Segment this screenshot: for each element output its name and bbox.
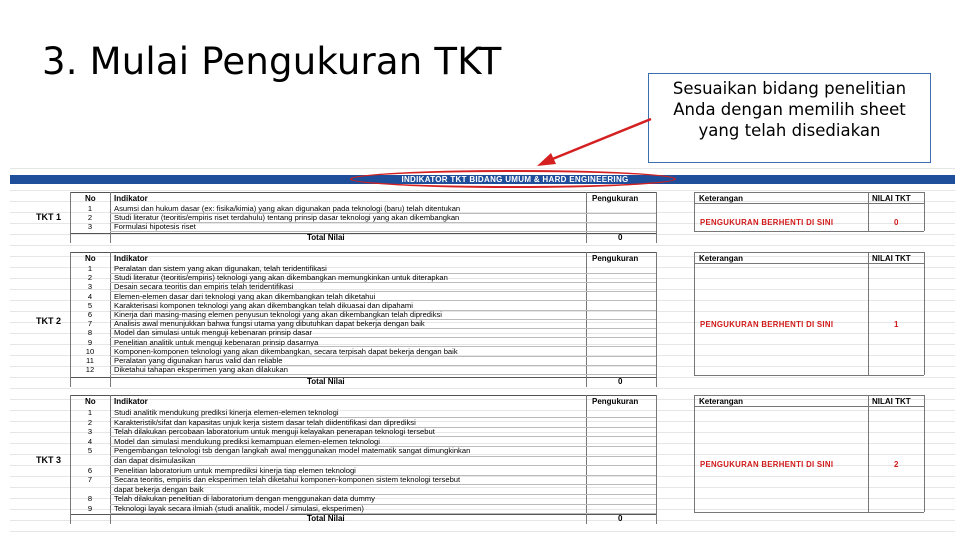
indicator-number: 1	[87, 204, 93, 213]
table-border	[70, 514, 656, 515]
indicator-number: 3	[87, 222, 93, 231]
pengukuran-cell-divider[interactable]	[586, 356, 656, 357]
indicator-text: Karakterisasi komponen teknologi yang akan dikembangkan telah dikuasai dan dipahami	[114, 300, 413, 310]
indicator-number: 4	[87, 436, 93, 446]
tkt-level-label: TKT 1	[36, 212, 62, 222]
indicator-row	[72, 356, 586, 365]
sheet-gridline	[10, 245, 955, 246]
result-panel-border	[694, 203, 924, 204]
pengukuran-cell-divider[interactable]	[586, 328, 656, 329]
result-panel-border	[694, 512, 924, 513]
page-title: 3. Mulai Pengukuran TKT	[42, 40, 502, 83]
pengukuran-cell-divider[interactable]	[586, 346, 656, 347]
column-header-keterangan: Keterangan	[699, 397, 744, 406]
indicator-row	[72, 273, 586, 282]
column-header-indikator: Indikator	[114, 254, 148, 263]
row-divider	[110, 374, 586, 375]
indicator-row	[72, 504, 586, 513]
indicator-number: 10	[85, 346, 95, 356]
indicator-number: 5	[87, 300, 93, 310]
table-border	[70, 395, 656, 396]
result-panel-border	[694, 375, 924, 376]
total-nilai-label: Total Nilai	[307, 233, 345, 242]
total-nilai-value: 0	[618, 377, 623, 386]
tkt-level-label: TKT 3	[36, 455, 62, 465]
status-text: PENGUKURAN BERHENTI DI SINI	[700, 320, 834, 329]
indicator-text: Secara teoritis, empiris dan eksperimen telah diketahui komponen-komponen sistem teknologi tersebut	[114, 475, 461, 485]
highlight-ellipse	[350, 170, 676, 188]
pengukuran-cell-divider[interactable]	[586, 337, 656, 338]
callout-line: yang telah disediakan	[698, 121, 881, 140]
indicator-text: Asumsi dan hukum dasar (ex: fisika/kimia) yang akan digunakan pada teknologi (baru) telah ditentukan	[114, 204, 461, 213]
indicator-row	[72, 319, 586, 328]
indicator-text: dan dapat disimulasikan	[114, 456, 196, 465]
indicator-number: 9	[87, 504, 93, 513]
pengukuran-cell-divider[interactable]	[586, 504, 656, 505]
pengukuran-cell-divider[interactable]	[586, 417, 656, 418]
result-panel-border	[694, 395, 924, 396]
indicator-row	[72, 437, 586, 446]
pengukuran-cell-divider[interactable]	[586, 365, 656, 366]
sheet-gridline	[10, 201, 955, 202]
row-divider	[110, 231, 586, 232]
callout-box	[648, 73, 931, 163]
pengukuran-cell-divider[interactable]	[586, 456, 656, 457]
pengukuran-cell-divider[interactable]	[586, 319, 656, 320]
column-header-no: No	[85, 194, 96, 203]
pengukuran-cell-divider[interactable]	[586, 273, 656, 274]
sheet-gridline	[10, 520, 955, 521]
indicator-row	[72, 408, 586, 417]
sheet-gridline	[10, 531, 955, 532]
indicator-text: Studi analitik mendukung prediksi kinerja elemen-elemen teknologi	[114, 408, 339, 417]
indicator-text: Teknologi layak secara ilmiah (studi analitik, model / simulasi, eksperimen)	[114, 504, 364, 513]
indicator-number: 2	[87, 273, 93, 283]
indicator-text: Pengembangan teknologi tsb dengan langkah awal menggunakan model matematik sangat dimungkinkan	[114, 446, 471, 456]
result-panel-divider	[868, 252, 869, 375]
indicator-text: Telah dilakukan penelitian di laboratorium dengan menggunakan data dummy	[114, 494, 375, 504]
indicator-number: 1	[87, 408, 93, 417]
pengukuran-cell-divider[interactable]	[586, 494, 656, 495]
indicator-text: dapat bekerja dengan baik	[114, 484, 204, 494]
indicator-number: 2	[87, 213, 93, 222]
table-column-divider	[656, 252, 657, 387]
indicator-row	[72, 427, 586, 436]
indicator-row	[72, 365, 586, 374]
result-panel-border	[694, 252, 924, 253]
callout-line: Anda dengan memilih sheet	[673, 100, 906, 119]
pengukuran-cell-divider[interactable]	[586, 446, 656, 447]
indicator-row	[72, 466, 586, 475]
table-column-divider	[70, 395, 71, 524]
total-nilai-value: 0	[618, 514, 623, 523]
indicator-text: Studi literatur (teoritis/empiris riset terdahulu) tentang prinsip dasar teknologi yang akan dikembangkan	[114, 213, 460, 222]
result-panel-border	[694, 231, 924, 232]
indicator-text: Penelitian analitik untuk menguji kebenaran prinsip dasarnya	[114, 337, 319, 347]
pengukuran-cell-divider[interactable]	[586, 484, 656, 485]
pengukuran-cell-divider[interactable]	[586, 427, 656, 428]
pengukuran-cell-divider[interactable]	[586, 291, 656, 292]
column-header-indikator: Indikator	[114, 397, 148, 406]
column-header-keterangan: Keterangan	[699, 254, 744, 263]
pengukuran-cell-divider[interactable]	[586, 282, 656, 283]
indicator-number: 11	[86, 356, 94, 365]
indicator-row	[72, 446, 586, 455]
status-text: PENGUKURAN BERHENTI DI SINI	[700, 218, 834, 227]
indicator-text: Diketahui tahapan eksperimen yang akan dilakukan	[114, 365, 288, 375]
indicator-text: Model dan simulasi mendukung prediksi kemampuan elemen-elemen teknologi	[114, 436, 380, 446]
pengukuran-cell-divider[interactable]	[586, 475, 656, 476]
column-header-nilai: NILAI TKT	[872, 194, 911, 203]
indicator-number: 2	[87, 417, 93, 427]
sheet-gridline	[10, 168, 955, 169]
pengukuran-cell-divider[interactable]	[586, 222, 656, 223]
indicator-number: 12	[85, 365, 95, 375]
indicator-row	[72, 338, 586, 347]
indicator-row	[72, 494, 586, 503]
indicator-number: 6	[87, 465, 93, 475]
indicator-row	[72, 485, 586, 494]
total-nilai-value: 0	[618, 233, 623, 242]
status-text: PENGUKURAN BERHENTI DI SINI	[700, 460, 834, 469]
column-header-nilai: NILAI TKT	[872, 254, 911, 263]
indicator-number: 9	[87, 337, 93, 347]
indicator-text: Desain secara teoritis dan empiris telah teridentifikasi	[114, 282, 294, 292]
pengukuran-cell-divider[interactable]	[586, 231, 656, 232]
column-header-pengukuran: Pengukuran	[592, 254, 639, 263]
indicator-number: 8	[87, 328, 93, 338]
result-panel-divider	[924, 192, 925, 231]
indicator-text: Karakteristik/sifat dan kapasitas unjuk kerja sistem dasar telah diidentifikasi dan diprediksi	[114, 417, 416, 427]
sheet-gridline	[10, 388, 955, 389]
sheet-header-title: INDIKATOR TKT BIDANG UMUM & HARD ENGINEERING	[401, 175, 629, 184]
result-panel-border	[694, 263, 924, 264]
indicator-number: 3	[87, 282, 93, 292]
indicator-row	[72, 456, 586, 465]
indicator-number: 5	[87, 446, 93, 456]
result-panel-divider	[924, 252, 925, 375]
indicator-text: Peralatan yang digunakan harus valid dan reliable	[114, 356, 283, 365]
indicator-row	[72, 418, 586, 427]
table-column-divider	[70, 192, 71, 243]
table-border	[70, 192, 656, 193]
result-panel-border	[694, 406, 924, 407]
indicator-row	[72, 292, 586, 301]
indicator-text: Penelitian laboratorium untuk memprediksi kinerja tiap elemen teknologi	[114, 465, 356, 475]
indicator-text: Peralatan dan sistem yang akan digunakan, telah teridentifikasi	[114, 264, 327, 273]
callout-line: Sesuaikan bidang penelitian	[672, 79, 907, 98]
pengukuran-cell-divider[interactable]	[586, 374, 656, 375]
table-border	[70, 252, 656, 253]
table-border	[70, 377, 656, 378]
column-header-keterangan: Keterangan	[699, 194, 744, 203]
table-column-divider	[70, 252, 71, 387]
pengukuran-cell-divider[interactable]	[586, 310, 656, 311]
total-nilai-label: Total Nilai	[307, 377, 345, 386]
total-nilai-label: Total Nilai	[307, 514, 345, 523]
nilai-tkt-value: 1	[894, 320, 899, 329]
column-header-pengukuran: Pengukuran	[592, 397, 639, 406]
indicator-row	[72, 475, 586, 484]
nilai-tkt-value: 2	[894, 460, 899, 469]
table-column-divider	[656, 395, 657, 524]
column-header-nilai: NILAI TKT	[872, 397, 911, 406]
indicator-text: Telah dilakukan percobaan laboratorium untuk menguji kelayakan penerapan teknologi tersebut	[114, 427, 435, 437]
indicator-text: Elemen-elemen dasar dari teknologi yang akan dikembangkan telah diketahui	[114, 291, 376, 301]
indicator-text: Analisis awal menunjukkan bahwa fungsi utama yang dibutuhkan dapat bekerja dengan baik	[114, 319, 425, 329]
indicator-row	[72, 282, 586, 291]
column-header-no: No	[85, 397, 96, 406]
result-panel-divider	[868, 395, 869, 512]
indicator-row	[72, 301, 586, 310]
indicator-number: 7	[87, 319, 93, 329]
indicator-number: 4	[87, 291, 93, 301]
indicator-number: 6	[87, 310, 93, 319]
indicator-number: 8	[87, 494, 93, 504]
sheet-gridline	[10, 399, 955, 400]
indicator-row	[72, 347, 586, 356]
result-panel-divider	[924, 395, 925, 512]
pengukuran-cell-divider[interactable]	[586, 436, 656, 437]
column-header-pengukuran: Pengukuran	[592, 194, 639, 203]
table-column-divider	[586, 192, 587, 243]
result-panel-divider	[694, 192, 695, 231]
row-divider	[110, 513, 586, 514]
indicator-text: Komponen-komponen teknologi yang akan dikembangkan, secara terpisah dapat bekerja dengan baik	[114, 346, 458, 356]
indicator-row	[72, 264, 586, 273]
table-column-divider	[586, 395, 587, 524]
sheet-gridline	[10, 234, 955, 235]
indicator-number: 3	[87, 427, 93, 437]
table-column-divider	[656, 192, 657, 243]
indicator-text: Formulasi hipotesis riset	[114, 222, 196, 231]
result-panel-divider	[694, 252, 695, 375]
pengukuran-cell-divider[interactable]	[586, 213, 656, 214]
column-header-no: No	[85, 254, 96, 263]
sheet-gridline	[10, 190, 955, 191]
indicator-text: Kinerja dari masing-masing elemen penyusun teknologi yang akan dikembangkan telah diprediksi	[114, 310, 442, 319]
indicator-number: 1	[87, 264, 93, 273]
indicator-row	[72, 310, 586, 319]
nilai-tkt-value: 0	[894, 218, 899, 227]
result-panel-border	[694, 192, 924, 193]
indicator-text: Studi literatur (teoritis/empiris) teknologi yang akan dikembangkan memungkinkan untuk diterapkan	[114, 273, 448, 283]
pengukuran-cell-divider[interactable]	[586, 300, 656, 301]
tkt-level-label: TKT 2	[36, 316, 62, 326]
column-header-indikator: Indikator	[114, 194, 148, 203]
pengukuran-cell-divider[interactable]	[586, 465, 656, 466]
indicator-number: 7	[87, 475, 93, 485]
sheet-gridline	[10, 256, 955, 257]
result-panel-divider	[868, 192, 869, 231]
table-border	[70, 233, 656, 234]
indicator-row	[72, 328, 586, 337]
result-panel-divider	[694, 395, 695, 512]
indicator-text: Model dan simulasi untuk menguji kebenaran prinsip dasar	[114, 328, 312, 338]
